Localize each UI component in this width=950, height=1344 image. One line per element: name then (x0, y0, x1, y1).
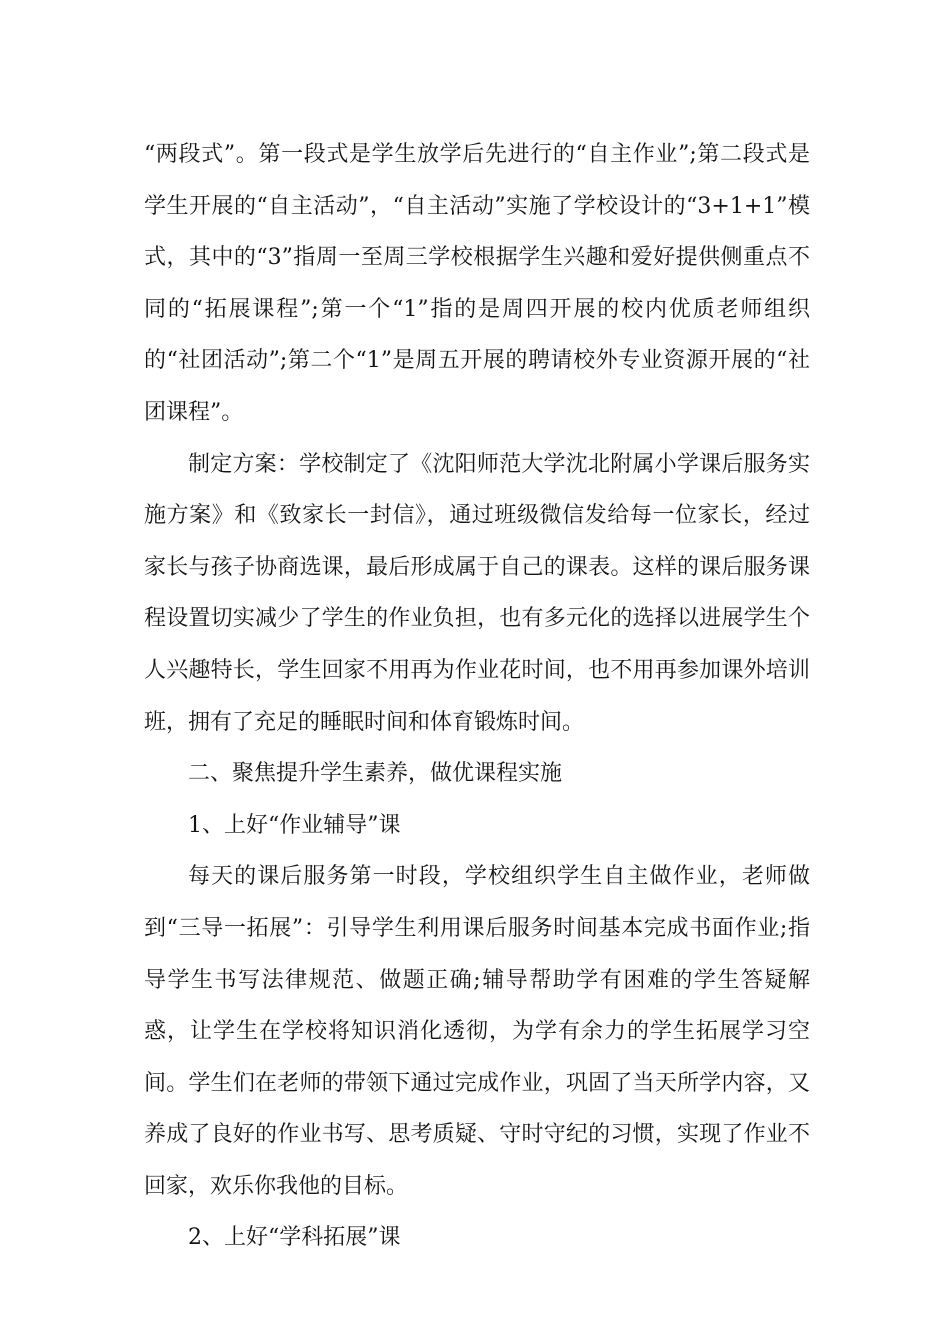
paragraph-homework-tutoring: 每天的课后服务第一时段，学校组织学生自主做作业，老师做到“三导一拓展”：引导学生利用课后服务时间基本完成书面作业;指导学生书写法律规范、做题正确;辅导帮助学有困难的学生答疑解惑，让学生在学校将知识消化透彻，为学有余力的学生拓展学习空间。学生们在老师的带领下通过完成作业，巩固了当天所学内容，又养成了良好的作业书写、思考质疑、守时守纪的习惯，实现了作业不回家，欢乐你我他的目标。 (144, 864, 810, 1199)
document-body (144, 129, 810, 1264)
paragraph-two-stage-model: “两段式”。第一段式是学生放学后先进行的“自主作业”;第二段式是学生开展的“自主活动”，“自主活动”实施了学校设计的“3+1+1”模式，其中的“3”指周一至周三学校根据学生兴趣和爱好提供侧重点不同的“拓展课程”;第一个“1”指的是周四开展的校内优质老师组织的“社团活动”;第二个“1”是周五开展的聘请校外专业资源开展的“社团课程”。 (144, 142, 810, 425)
section-heading-2: 二、聚焦提升学生素养，做优课程实施 (188, 761, 563, 787)
paragraph-plan-formulation: 制定方案：学校制定了《沈阳师范大学沈北附属小学课后服务实施方案》和《致家长一封信》，通过班级微信发给每一位家长，经过家长与孩子协商选课，最后形成属于自己的课表。这样的课后服务课程设置切实减少了学生的作业负担，也有多元化的选择以进展学生个人兴趣特长，学生回家不用再为作业花时间，也不用再参加课外培训班，拥有了充足的睡眠时间和体育锻炼时间。 (144, 451, 810, 735)
subheading-homework-tutoring: 1、上好“作业辅导”课 (188, 812, 401, 838)
subheading-subject-extension: 2、上好“学科拓展”课 (188, 1225, 401, 1251)
